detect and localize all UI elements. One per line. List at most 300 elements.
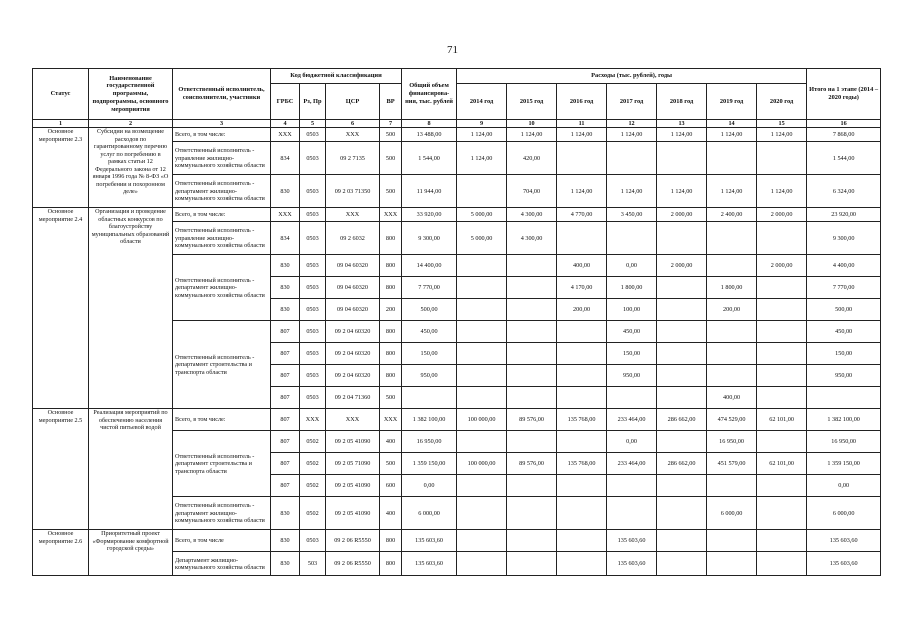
year-value-cell: 1 124,00 [557, 175, 607, 208]
responsible-cell: Всего, в том числе: [173, 128, 271, 142]
total-cell: 1 359 150,00 [402, 453, 457, 475]
year-value-cell: 1 124,00 [757, 175, 807, 208]
year-value-cell: 1 124,00 [607, 128, 657, 142]
column-index: 12 [607, 120, 657, 128]
year-value-cell: 286 662,00 [657, 409, 707, 431]
year-value-cell [707, 255, 757, 277]
header-year: 2016 год [557, 84, 607, 120]
year-value-cell [657, 321, 707, 343]
year-value-cell [457, 299, 507, 321]
year-value-cell [557, 365, 607, 387]
vr-cell: 500 [380, 128, 402, 142]
column-index: 13 [657, 120, 707, 128]
year-value-cell [757, 299, 807, 321]
vr-cell: ХХХ [380, 409, 402, 431]
header-status: Статус [33, 69, 89, 120]
year-value-cell [557, 222, 607, 255]
itogo-cell: 1 359 150,00 [807, 453, 881, 475]
itogo-cell: 135 603,60 [807, 530, 881, 552]
year-value-cell: 200,00 [557, 299, 607, 321]
year-value-cell [507, 387, 557, 409]
year-value-cell [707, 530, 757, 552]
year-value-cell [757, 475, 807, 497]
year-value-cell: 135 768,00 [557, 409, 607, 431]
year-value-cell: 451 579,00 [707, 453, 757, 475]
year-value-cell: 233 464,00 [607, 453, 657, 475]
column-index: 7 [380, 120, 402, 128]
responsible-cell: Всего, в том числе [173, 530, 271, 552]
itogo-cell: 7 770,00 [807, 277, 881, 299]
csr-cell: 09 2 04 71360 [326, 387, 380, 409]
header-rzpr: Рз, Пр [300, 84, 326, 120]
header-csr: ЦСР [326, 84, 380, 120]
column-index: 16 [807, 120, 881, 128]
year-value-cell: 4 770,00 [557, 208, 607, 222]
rzpr-cell: 0502 [300, 453, 326, 475]
column-index-row [33, 120, 881, 128]
csr-cell: 09 2 7135 [326, 142, 380, 175]
csr-cell: 09 2 06 R5550 [326, 530, 380, 552]
year-value-cell [457, 552, 507, 576]
year-value-cell [457, 497, 507, 530]
year-value-cell [657, 497, 707, 530]
csr-cell: 09 2 6032 [326, 222, 380, 255]
grbs-cell: 830 [271, 497, 300, 530]
year-value-cell: 474 529,00 [707, 409, 757, 431]
year-value-cell [707, 475, 757, 497]
header-kbk: Код бюджетной классификации [271, 69, 402, 84]
year-value-cell [607, 475, 657, 497]
year-value-cell [457, 343, 507, 365]
csr-cell: 09 04 60320 [326, 277, 380, 299]
year-value-cell [557, 431, 607, 453]
vr-cell: 800 [380, 277, 402, 299]
year-value-cell: 286 662,00 [657, 453, 707, 475]
table-row [33, 208, 881, 222]
year-value-cell [457, 277, 507, 299]
year-value-cell: 2 000,00 [657, 208, 707, 222]
column-index: 4 [271, 120, 300, 128]
year-value-cell [557, 343, 607, 365]
grbs-cell: 807 [271, 453, 300, 475]
total-cell: 950,00 [402, 365, 457, 387]
year-value-cell: 420,00 [507, 142, 557, 175]
itogo-cell: 450,00 [807, 321, 881, 343]
year-value-cell: 400,00 [707, 387, 757, 409]
total-cell: 14 400,00 [402, 255, 457, 277]
grbs-cell: 807 [271, 343, 300, 365]
total-cell: 1 382 100,00 [402, 409, 457, 431]
rzpr-cell: 0502 [300, 497, 326, 530]
itogo-cell: 1 382 100,00 [807, 409, 881, 431]
column-index: 3 [173, 120, 271, 128]
column-index: 10 [507, 120, 557, 128]
status-cell: Основное мероприятие 2.3 [33, 128, 89, 208]
year-value-cell: 0,00 [607, 431, 657, 453]
grbs-cell: 807 [271, 475, 300, 497]
total-cell: 135 603,60 [402, 530, 457, 552]
year-value-cell: 4 170,00 [557, 277, 607, 299]
year-value-cell [657, 277, 707, 299]
year-value-cell: 1 124,00 [657, 128, 707, 142]
grbs-cell: ХХХ [271, 208, 300, 222]
year-value-cell: 2 000,00 [757, 208, 807, 222]
itogo-cell: 4 400,00 [807, 255, 881, 277]
activity-name-cell: Реализация мероприятий по обеспечению населения чистой питьевой водой [89, 409, 173, 530]
total-cell: 7 770,00 [402, 277, 457, 299]
vr-cell: 400 [380, 431, 402, 453]
total-cell: 150,00 [402, 343, 457, 365]
rzpr-cell: 0503 [300, 321, 326, 343]
header-expenses: Расходы (тыс. рублей), годы [457, 69, 807, 84]
year-value-cell [657, 475, 707, 497]
year-value-cell: 6 000,00 [707, 497, 757, 530]
year-value-cell: 2 000,00 [757, 255, 807, 277]
header-year: 2020 год [757, 84, 807, 120]
year-value-cell: 3 450,00 [607, 208, 657, 222]
vr-cell: 500 [380, 453, 402, 475]
responsible-cell: Всего, в том числе: [173, 409, 271, 431]
csr-cell: 09 2 03 71350 [326, 175, 380, 208]
grbs-cell: ХХХ [271, 128, 300, 142]
year-value-cell: 5 000,00 [457, 208, 507, 222]
year-value-cell [557, 530, 607, 552]
year-value-cell [657, 530, 707, 552]
total-cell: 13 488,00 [402, 128, 457, 142]
year-value-cell [557, 321, 607, 343]
rzpr-cell: 0503 [300, 128, 326, 142]
responsible-cell: Ответственный исполнитель - управление жилищно-коммунального хозяйства области [173, 142, 271, 175]
rzpr-cell: 0503 [300, 277, 326, 299]
total-cell: 1 544,00 [402, 142, 457, 175]
vr-cell: 800 [380, 222, 402, 255]
year-value-cell [457, 530, 507, 552]
header-year: 2018 год [657, 84, 707, 120]
header-year: 2014 год [457, 84, 507, 120]
total-cell: 11 944,00 [402, 175, 457, 208]
rzpr-cell: 0503 [300, 175, 326, 208]
year-value-cell: 4 300,00 [507, 208, 557, 222]
activity-name-cell: Приоритетный проект «Формирование комфортной городской среды» [89, 530, 173, 576]
header-vr: ВР [380, 84, 402, 120]
rzpr-cell: ХХХ [300, 409, 326, 431]
column-index: 1 [33, 120, 89, 128]
responsible-cell: Департамент жилищно-коммунального хозяйства области [173, 552, 271, 576]
responsible-cell: Ответственный исполнитель - управление жилищно-коммунального хозяйства области [173, 222, 271, 255]
header-grbs: ГРБС [271, 84, 300, 120]
year-value-cell [457, 365, 507, 387]
vr-cell: 800 [380, 530, 402, 552]
year-value-cell [657, 142, 707, 175]
year-value-cell [707, 552, 757, 576]
status-cell: Основное мероприятие 2.5 [33, 409, 89, 530]
total-cell: 16 950,00 [402, 431, 457, 453]
responsible-cell: Всего, в том числе: [173, 208, 271, 222]
year-value-cell: 0,00 [607, 255, 657, 277]
year-value-cell: 2 000,00 [657, 255, 707, 277]
rzpr-cell: 0503 [300, 387, 326, 409]
grbs-cell: 807 [271, 321, 300, 343]
year-value-cell: 1 124,00 [707, 128, 757, 142]
vr-cell: 500 [380, 387, 402, 409]
year-value-cell [457, 321, 507, 343]
year-value-cell [557, 475, 607, 497]
year-value-cell: 5 000,00 [457, 222, 507, 255]
csr-cell: 09 2 06 R5550 [326, 552, 380, 576]
activity-name-cell: Организация и проведение областных конкурсов по благоустройству муниципальных образований области [89, 208, 173, 409]
year-value-cell [657, 387, 707, 409]
rzpr-cell: 503 [300, 552, 326, 576]
itogo-cell: 23 920,00 [807, 208, 881, 222]
vr-cell: 500 [380, 142, 402, 175]
itogo-cell: 16 950,00 [807, 431, 881, 453]
year-value-cell [507, 530, 557, 552]
table-row [33, 530, 881, 552]
grbs-cell: 807 [271, 409, 300, 431]
responsible-cell: Ответственный исполнитель - департамент жилищно-коммунального хозяйства области [173, 255, 271, 321]
year-value-cell [707, 321, 757, 343]
vr-cell: 800 [380, 552, 402, 576]
rzpr-cell: 0503 [300, 208, 326, 222]
itogo-cell: 9 300,00 [807, 222, 881, 255]
year-value-cell [457, 387, 507, 409]
rzpr-cell: 0503 [300, 142, 326, 175]
csr-cell: 09 04 60320 [326, 255, 380, 277]
year-value-cell: 89 576,00 [507, 453, 557, 475]
year-value-cell: 1 124,00 [657, 175, 707, 208]
itogo-cell: 0,00 [807, 475, 881, 497]
budget-table [32, 68, 881, 576]
total-cell: 9 300,00 [402, 222, 457, 255]
header-year: 2015 год [507, 84, 557, 120]
year-value-cell: 233 464,00 [607, 409, 657, 431]
year-value-cell: 4 300,00 [507, 222, 557, 255]
total-cell: 500,00 [402, 299, 457, 321]
table-row [33, 409, 881, 431]
column-index: 14 [707, 120, 757, 128]
year-value-cell [707, 343, 757, 365]
grbs-cell: 830 [271, 175, 300, 208]
grbs-cell: 830 [271, 299, 300, 321]
year-value-cell [607, 222, 657, 255]
rzpr-cell: 0503 [300, 299, 326, 321]
csr-cell: ХХХ [326, 208, 380, 222]
header-itogo: Итого на 1 этапе (2014 – 2020 годы) [807, 69, 881, 120]
year-value-cell [757, 387, 807, 409]
responsible-cell: Ответственный исполнитель - департамент строительства и транспорта области [173, 321, 271, 409]
year-value-cell: 950,00 [607, 365, 657, 387]
column-index: 9 [457, 120, 507, 128]
header-responsible: Ответственный исполнитель, соисполнители, участники [173, 69, 271, 120]
itogo-cell: 950,00 [807, 365, 881, 387]
year-value-cell: 450,00 [607, 321, 657, 343]
year-value-cell: 1 124,00 [507, 128, 557, 142]
year-value-cell: 62 101,00 [757, 453, 807, 475]
year-value-cell [657, 431, 707, 453]
header-year: 2017 год [607, 84, 657, 120]
total-cell [402, 387, 457, 409]
year-value-cell [657, 299, 707, 321]
year-value-cell [707, 222, 757, 255]
csr-cell: 09 2 05 41090 [326, 497, 380, 530]
vr-cell: 200 [380, 299, 402, 321]
year-value-cell: 1 124,00 [607, 175, 657, 208]
year-value-cell [757, 365, 807, 387]
year-value-cell [707, 365, 757, 387]
csr-cell: ХХХ [326, 128, 380, 142]
year-value-cell: 400,00 [557, 255, 607, 277]
activity-name-cell: Субсидии на возмещение расходов по гарантированному перечню услуг по погребению в рамках статьи 12 Федерального закона от 12 января 1996 года № 8-ФЗ «О погребении и похоронном деле» [89, 128, 173, 208]
grbs-cell: 830 [271, 530, 300, 552]
vr-cell: 400 [380, 497, 402, 530]
grbs-cell: 807 [271, 431, 300, 453]
year-value-cell [607, 387, 657, 409]
year-value-cell [557, 142, 607, 175]
year-value-cell: 1 800,00 [707, 277, 757, 299]
column-index: 8 [402, 120, 457, 128]
rzpr-cell: 0503 [300, 365, 326, 387]
year-value-cell [707, 142, 757, 175]
header-year: 2019 год [707, 84, 757, 120]
column-index: 5 [300, 120, 326, 128]
itogo-cell [807, 387, 881, 409]
grbs-cell: 834 [271, 222, 300, 255]
year-value-cell [657, 222, 707, 255]
status-cell: Основное мероприятие 2.6 [33, 530, 89, 576]
year-value-cell: 1 124,00 [707, 175, 757, 208]
year-value-cell: 100 000,00 [457, 409, 507, 431]
column-index: 11 [557, 120, 607, 128]
year-value-cell: 62 101,00 [757, 409, 807, 431]
itogo-cell: 6 324,00 [807, 175, 881, 208]
year-value-cell [757, 343, 807, 365]
year-value-cell: 16 950,00 [707, 431, 757, 453]
table-body [33, 128, 881, 576]
year-value-cell: 135 603,60 [607, 552, 657, 576]
total-cell: 0,00 [402, 475, 457, 497]
year-value-cell [507, 343, 557, 365]
itogo-cell: 150,00 [807, 343, 881, 365]
year-value-cell [757, 530, 807, 552]
table-row [33, 128, 881, 142]
vr-cell: 800 [380, 365, 402, 387]
total-cell: 450,00 [402, 321, 457, 343]
vr-cell: ХХХ [380, 208, 402, 222]
year-value-cell [757, 552, 807, 576]
year-value-cell [457, 255, 507, 277]
csr-cell: 09 2 04 60320 [326, 365, 380, 387]
year-value-cell: 1 124,00 [757, 128, 807, 142]
total-cell: 135 603,60 [402, 552, 457, 576]
grbs-cell: 834 [271, 142, 300, 175]
total-cell: 33 920,00 [402, 208, 457, 222]
year-value-cell [757, 222, 807, 255]
csr-cell: 09 04 60320 [326, 299, 380, 321]
csr-cell: 09 2 05 41090 [326, 431, 380, 453]
year-value-cell: 1 800,00 [607, 277, 657, 299]
page-number: 71 [447, 44, 458, 56]
csr-cell: 09 2 04 60320 [326, 343, 380, 365]
year-value-cell [507, 255, 557, 277]
total-cell: 6 000,00 [402, 497, 457, 530]
grbs-cell: 807 [271, 387, 300, 409]
year-value-cell [607, 142, 657, 175]
year-value-cell [657, 552, 707, 576]
vr-cell: 600 [380, 475, 402, 497]
year-value-cell: 1 124,00 [457, 128, 507, 142]
status-cell: Основное мероприятие 2.4 [33, 208, 89, 409]
itogo-cell: 135 603,60 [807, 552, 881, 576]
year-value-cell: 89 576,00 [507, 409, 557, 431]
year-value-cell: 1 124,00 [457, 142, 507, 175]
responsible-cell: Ответственный исполнитель - департамент жилищно-коммунального хозяйства области [173, 175, 271, 208]
column-index: 2 [89, 120, 173, 128]
responsible-cell: Ответственный исполнитель - департамент жилищно-коммунального хозяйства области [173, 497, 271, 530]
vr-cell: 800 [380, 343, 402, 365]
year-value-cell [507, 431, 557, 453]
year-value-cell: 704,00 [507, 175, 557, 208]
rzpr-cell: 0503 [300, 255, 326, 277]
year-value-cell [657, 343, 707, 365]
rzpr-cell: 0502 [300, 431, 326, 453]
itogo-cell: 1 544,00 [807, 142, 881, 175]
year-value-cell [657, 365, 707, 387]
year-value-cell: 1 124,00 [557, 128, 607, 142]
header-total-fin: Общий объем финансирова-ния, тыс. рублей [402, 69, 457, 120]
year-value-cell [557, 387, 607, 409]
year-value-cell [507, 299, 557, 321]
vr-cell: 500 [380, 175, 402, 208]
year-value-cell: 200,00 [707, 299, 757, 321]
year-value-cell: 150,00 [607, 343, 657, 365]
csr-cell: 09 2 04 60320 [326, 321, 380, 343]
itogo-cell: 7 868,00 [807, 128, 881, 142]
csr-cell: ХХХ [326, 409, 380, 431]
year-value-cell: 100 000,00 [457, 453, 507, 475]
header-name: Наименование государственной программы, подпрограммы, основного мероприятия [89, 69, 173, 120]
year-value-cell [457, 431, 507, 453]
year-value-cell [757, 142, 807, 175]
grbs-cell: 830 [271, 552, 300, 576]
year-value-cell [757, 431, 807, 453]
year-value-cell [507, 277, 557, 299]
year-value-cell [557, 497, 607, 530]
year-value-cell [457, 475, 507, 497]
rzpr-cell: 0503 [300, 222, 326, 255]
vr-cell: 800 [380, 255, 402, 277]
rzpr-cell: 0503 [300, 530, 326, 552]
year-value-cell [757, 277, 807, 299]
year-value-cell [557, 552, 607, 576]
itogo-cell: 500,00 [807, 299, 881, 321]
column-index: 6 [326, 120, 380, 128]
year-value-cell: 135 768,00 [557, 453, 607, 475]
rzpr-cell: 0503 [300, 343, 326, 365]
column-index: 15 [757, 120, 807, 128]
year-value-cell [757, 497, 807, 530]
rzpr-cell: 0502 [300, 475, 326, 497]
year-value-cell [757, 321, 807, 343]
grbs-cell: 807 [271, 365, 300, 387]
grbs-cell: 830 [271, 255, 300, 277]
year-value-cell: 100,00 [607, 299, 657, 321]
csr-cell: 09 2 05 71090 [326, 453, 380, 475]
vr-cell: 800 [380, 321, 402, 343]
itogo-cell: 6 000,00 [807, 497, 881, 530]
year-value-cell [507, 552, 557, 576]
year-value-cell: 135 603,60 [607, 530, 657, 552]
year-value-cell [607, 497, 657, 530]
